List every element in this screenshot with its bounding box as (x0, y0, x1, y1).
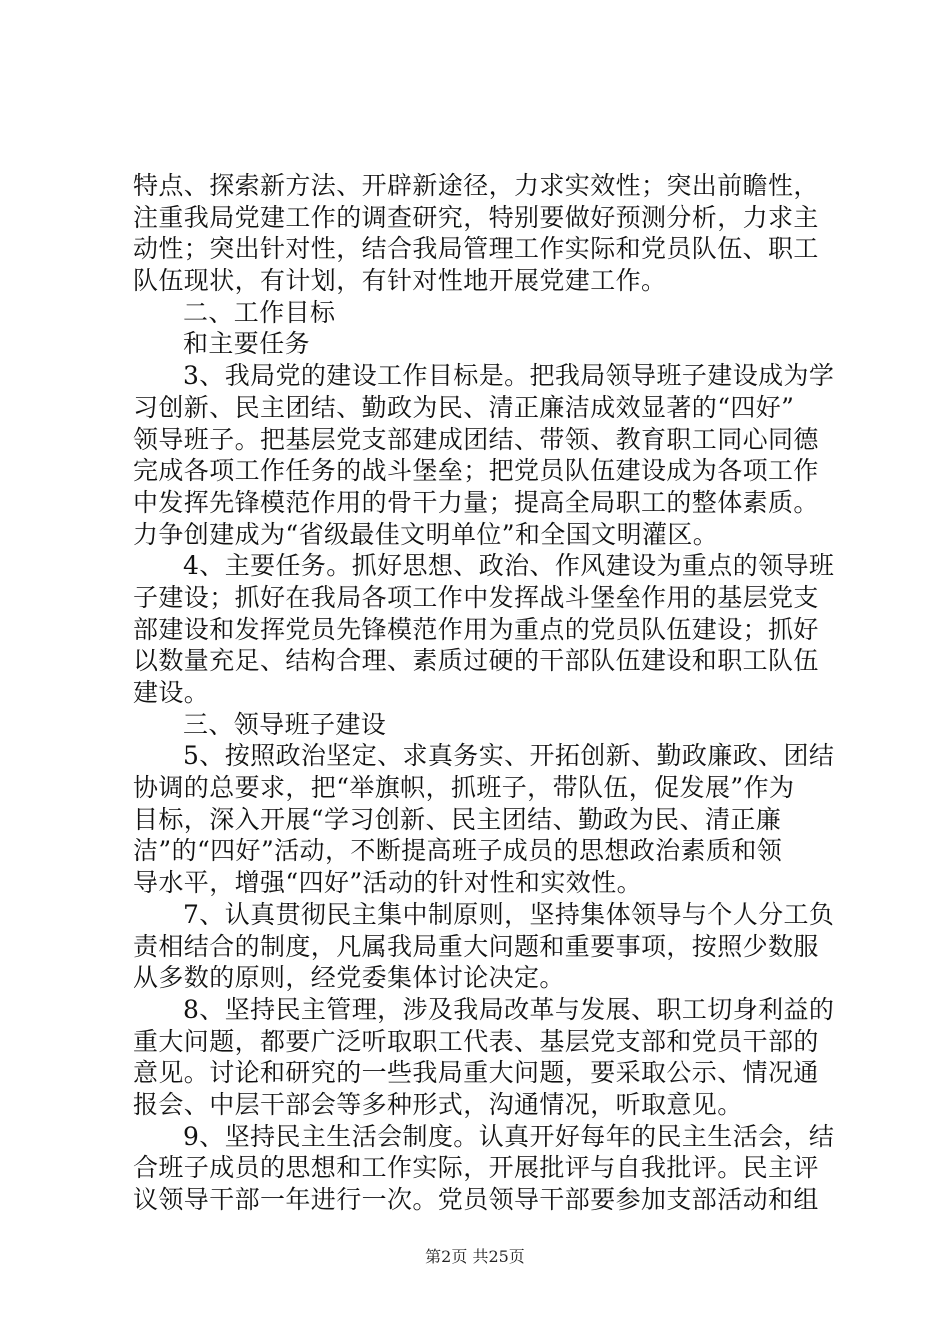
text-line: 特点、探索新方法、开辟新途径，力求实效性；突出前瞻性， (133, 171, 819, 200)
text-line: 动性；突出针对性，结合我局管理工作实际和党员队伍、职工 (133, 234, 819, 264)
page-number-footer: 第2页 共25页 (425, 1247, 525, 1266)
text-line: 议领导干部一年进行一次。党员领导干部要参加支部活动和组 (133, 1185, 819, 1214)
text-line: 子建设；抓好在我局各项工作中发挥战斗堡垒作用的基层党支 (133, 582, 819, 612)
paragraph-start: 5、按照政治坚定、求真务实、开拓创新、勤政廉政、团结 (183, 741, 835, 771)
text-line: 完成各项工作任务的战斗堡垒；把党员队伍建设成为各项工作 (133, 456, 819, 486)
text-line: 以数量充足、结构合理、素质过硬的干部队伍建设和职工队伍 (133, 646, 819, 676)
paragraph-start: 8、坚持民主管理，涉及我局改革与发展、职工切身利益的 (183, 994, 835, 1024)
text-line: 注重我局党建工作的调查研究，特别要做好预测分析，力求主 (133, 202, 819, 232)
text-line: 领导班子。把基层党支部建成团结、带领、教育职工同心同德 (133, 424, 819, 454)
text-line: 合班子成员的思想和工作实际，开展批评与自我批评。民主评 (133, 1153, 819, 1183)
text-line: 从多数的原则，经党委集体讨论决定。 (133, 963, 565, 993)
text-line: 责相结合的制度，凡属我局重大问题和重要事项，按照少数服 (133, 931, 819, 961)
text-line: 洁”的“四好”活动，不断提高班子成员的思想政治素质和领 (133, 836, 783, 866)
section-heading: 二、工作目标 (183, 297, 336, 327)
section-heading: 和主要任务 (183, 329, 311, 359)
text-line: 中发挥先锋模范作用的骨干力量；提高全局职工的整体素质。 (133, 487, 819, 517)
text-line: 部建设和发挥党员先锋模范作用为重点的党员队伍建设；抓好 (133, 614, 819, 644)
text-line: 力争创建成为“省级最佳文明单位”和全国文明灌区。 (133, 519, 719, 549)
document-body (133, 170, 833, 1216)
text-line: 导水平，增强“四好”活动的针对性和实效性。 (133, 868, 642, 898)
paragraph-start: 3、我局党的建设工作目标是。把我局领导班子建设成为学 (183, 361, 835, 391)
text-line: 目标，深入开展“学习创新、民主团结、勤政为民、清正廉 (133, 804, 782, 834)
text-line: 报会、中层干部会等多种形式，沟通情况，听取意见。 (133, 1089, 743, 1119)
paragraph-start: 7、认真贯彻民主集中制原则，坚持集体领导与个人分工负 (183, 899, 835, 929)
text-line: 队伍现状，有计划，有针对性地开展党建工作。 (133, 266, 667, 296)
paragraph-start: 9、坚持民主生活会制度。认真开好每年的民主生活会，结 (183, 1121, 835, 1151)
text-line: 意见。讨论和研究的一些我局重大问题，要采取公示、情况通 (133, 1058, 819, 1088)
text-line: 习创新、民主团结、勤政为民、清正廉洁成效显著的“四好” (133, 392, 795, 422)
text-line: 协调的总要求，把“举旗帜，抓班子，带队伍，促发展”作为 (133, 773, 795, 803)
text-line: 重大问题，都要广泛听取职工代表、基层党支部和党员干部的 (133, 1026, 819, 1056)
text-line: 建设。 (133, 678, 210, 707)
paragraph-start: 4、主要任务。抓好思想、政治、作风建设为重点的领导班 (183, 551, 835, 581)
section-heading: 三、领导班子建设 (183, 709, 387, 739)
